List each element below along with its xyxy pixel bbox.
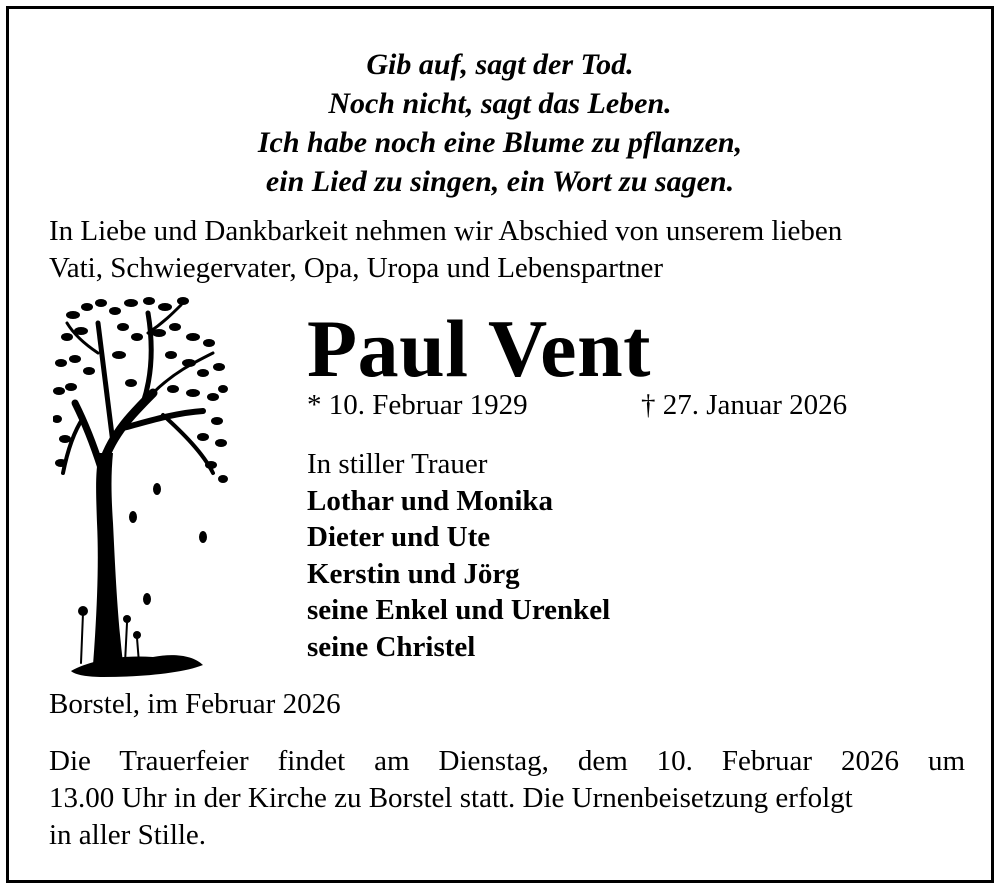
mourner-entry: Dieter und Ute [307,521,491,553]
mourners-heading: In stiller Trauer [307,448,488,480]
mourner-entry: seine Enkel und Urenkel [307,594,611,626]
notice-line: 13.00 Uhr in der Kirche zu Borstel statt. Die Urnenbeisetzung erfolgt [49,782,853,814]
poem-line: Noch nicht, sagt das Leben. [328,87,672,120]
mourner-entry: Kerstin und Jörg [307,557,520,590]
intro-text [49,213,964,287]
poem-line: ein Lied zu singen, ein Wort zu sagen. [265,165,735,198]
life-dates [307,387,848,423]
funeral-notice [49,743,965,854]
deceased-name: Paul Vent [307,303,651,394]
notice-line: in aller Stille. [49,819,207,851]
intro-line: In Liebe und Dankbarkeit nehmen wir Abschied von unserem lieben [49,215,843,247]
poem [9,45,991,201]
poem-line: Ich habe noch eine Blume zu pflanzen, [257,126,743,159]
birth-date: * 10. Februar 1929 [307,389,528,421]
tree-silhouette-icon [53,293,233,683]
notice-line: Die Trauerfeier findet am Dienstag, dem 10. Februar 2026 um [49,745,965,777]
place-and-date: Borstel, im Februar 2026 [49,688,341,720]
mourner-entry: seine Christel [307,630,476,663]
intro-line: Vati, Schwiegervater, Opa, Uropa und Lebenspartner [49,252,664,284]
mourner-entry: Lothar und Monika [307,484,554,517]
mourners-list [307,446,610,665]
death-date: † 27. Januar 2026 [641,389,848,421]
poem-line: Gib auf, sagt der Tod. [366,48,634,81]
obituary-frame [6,6,994,883]
